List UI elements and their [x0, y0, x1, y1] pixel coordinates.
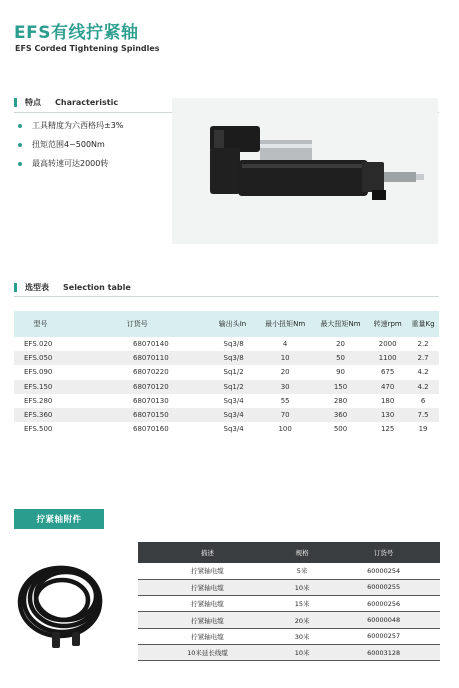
spindle-icon: [172, 98, 438, 244]
table-row: [138, 579, 440, 595]
table-header-row: [14, 311, 439, 337]
col-description: 描述: [138, 542, 277, 563]
table-cell: 500: [333, 425, 348, 434]
table-cell: 675: [380, 368, 395, 377]
table-cell: 70: [280, 411, 290, 420]
characteristic-title-zh: 特点: [25, 98, 41, 107]
selection-heading: [14, 282, 131, 293]
col-max-torque: 最大扭矩Nm: [320, 320, 361, 328]
table-cell: EFS.050: [24, 354, 53, 363]
table-header-row: [138, 542, 440, 563]
table-cell: EFS.020: [24, 340, 53, 349]
table-cell: 7.5: [417, 411, 429, 420]
table-row: [138, 596, 440, 612]
cable-coil-image: [14, 548, 114, 652]
selection-table: [14, 311, 439, 436]
table-cell: 100: [278, 425, 292, 434]
bullet-icon: [18, 162, 22, 166]
col-model: 型号: [33, 320, 48, 328]
table-row: [14, 408, 439, 422]
page-title: EFS有线拧紧轴: [14, 23, 139, 43]
table-cell: 2.2: [417, 340, 429, 349]
table-row: [14, 337, 439, 351]
table-cell: 1100: [378, 354, 397, 363]
col-order-no: 订货号: [126, 320, 148, 328]
table-cell: Sq1/2: [223, 382, 244, 391]
table-cell: 68070120: [133, 382, 169, 391]
table-cell: 拧紧轴电缆: [138, 628, 277, 644]
table-cell: 180: [380, 396, 395, 405]
table-row: [138, 612, 440, 628]
accessories-table: [138, 542, 440, 661]
feature-list: [18, 120, 123, 177]
table-cell: 55: [280, 396, 290, 405]
col-output: 输出头In: [218, 320, 247, 328]
table-row: [138, 563, 440, 579]
table-cell: 10: [280, 354, 290, 363]
table-row: [14, 365, 439, 379]
feature-item: 扭矩范围4~500Nm: [18, 139, 123, 150]
bullet-icon: [18, 143, 22, 147]
table-cell: 15米: [277, 596, 327, 612]
table-cell: 360: [333, 411, 348, 420]
table-cell: Sq3/8: [223, 354, 244, 363]
table-cell: 10米: [277, 579, 327, 595]
feature-item: 最高转速可达2000转: [18, 158, 123, 169]
table-cell: 拧紧轴电缆: [138, 579, 277, 595]
table-row: [14, 351, 439, 365]
table-cell: 68070130: [133, 396, 169, 405]
table-cell: 30米: [277, 628, 327, 644]
table-cell: 4: [282, 340, 288, 349]
table-cell: 60000254: [327, 563, 440, 579]
table-cell: 4.2: [417, 382, 429, 391]
table-cell: 19: [418, 425, 428, 434]
table-cell: 50: [336, 354, 345, 363]
table-cell: 拧紧轴电缆: [138, 563, 277, 579]
table-cell: 125: [380, 425, 395, 434]
table-cell: EFS.280: [24, 396, 53, 405]
characteristic-heading: [14, 97, 118, 108]
table-cell: 20米: [277, 612, 327, 628]
table-cell: 60000255: [327, 579, 440, 595]
table-cell: 90: [336, 368, 345, 377]
selection-title-en: Selection table: [63, 283, 131, 292]
table-cell: Sq3/4: [223, 411, 244, 420]
table-cell: 68070140: [133, 340, 169, 349]
table-cell: 拧紧轴电缆: [138, 612, 277, 628]
table-row: [138, 628, 440, 644]
spindle-product-image: [172, 98, 438, 244]
table-cell: 5米: [277, 563, 327, 579]
col-speed: 转速rpm: [373, 320, 402, 328]
table-cell: 60000257: [327, 628, 440, 644]
section-marker: [14, 98, 17, 107]
table-cell: 280: [333, 396, 348, 405]
table-cell: Sq1/2: [223, 368, 244, 377]
table-cell: 60000048: [327, 612, 440, 628]
table-cell: 2.7: [417, 354, 429, 363]
table-cell: EFS.090: [24, 368, 53, 377]
feature-item: 工具精度为六西格玛±3%: [18, 120, 123, 131]
page-subtitle: EFS Corded Tightening Spindles: [15, 44, 160, 53]
col-weight: 重量Kg: [411, 320, 435, 328]
table-cell: 20: [336, 340, 345, 349]
table-cell: EFS.150: [24, 382, 53, 391]
table-cell: Sq3/4: [223, 396, 244, 405]
section-divider: [14, 296, 439, 297]
table-row: [14, 394, 439, 408]
section-marker: [14, 283, 17, 292]
table-cell: 68070160: [133, 425, 169, 434]
bullet-icon: [18, 124, 22, 128]
table-cell: 30: [280, 382, 290, 391]
table-cell: 拧紧轴电缆: [138, 596, 277, 612]
selection-title-zh: 选型表: [25, 283, 49, 292]
table-cell: 470: [380, 382, 395, 391]
accessories-badge: 拧紧轴附件: [14, 509, 104, 529]
table-cell: Sq3/4: [223, 425, 244, 434]
table-cell: 6: [420, 396, 426, 405]
table-cell: Sq3/8: [223, 340, 244, 349]
table-row: [138, 644, 440, 660]
table-cell: 130: [380, 411, 395, 420]
col-spec: 规格: [277, 542, 327, 563]
table-row: [14, 380, 439, 394]
table-cell: 60003128: [327, 644, 440, 660]
table-cell: 150: [333, 382, 348, 391]
table-cell: 20: [280, 368, 290, 377]
table-cell: 2000: [378, 340, 397, 349]
col-order-no: 订货号: [327, 542, 440, 563]
table-cell: 60000256: [327, 596, 440, 612]
table-cell: EFS.500: [24, 425, 53, 434]
table-cell: EFS.360: [24, 411, 53, 420]
table-row: [14, 422, 439, 436]
table-cell: 68070220: [133, 368, 169, 377]
table-cell: 4.2: [417, 368, 429, 377]
table-cell: 10米: [277, 644, 327, 660]
characteristic-title-en: Characteristic: [55, 98, 119, 107]
table-cell: 68070150: [133, 411, 169, 420]
col-min-torque: 最小扭矩Nm: [265, 320, 306, 328]
table-cell: 68070110: [133, 354, 169, 363]
table-cell: 10米延长线缆: [138, 644, 277, 660]
